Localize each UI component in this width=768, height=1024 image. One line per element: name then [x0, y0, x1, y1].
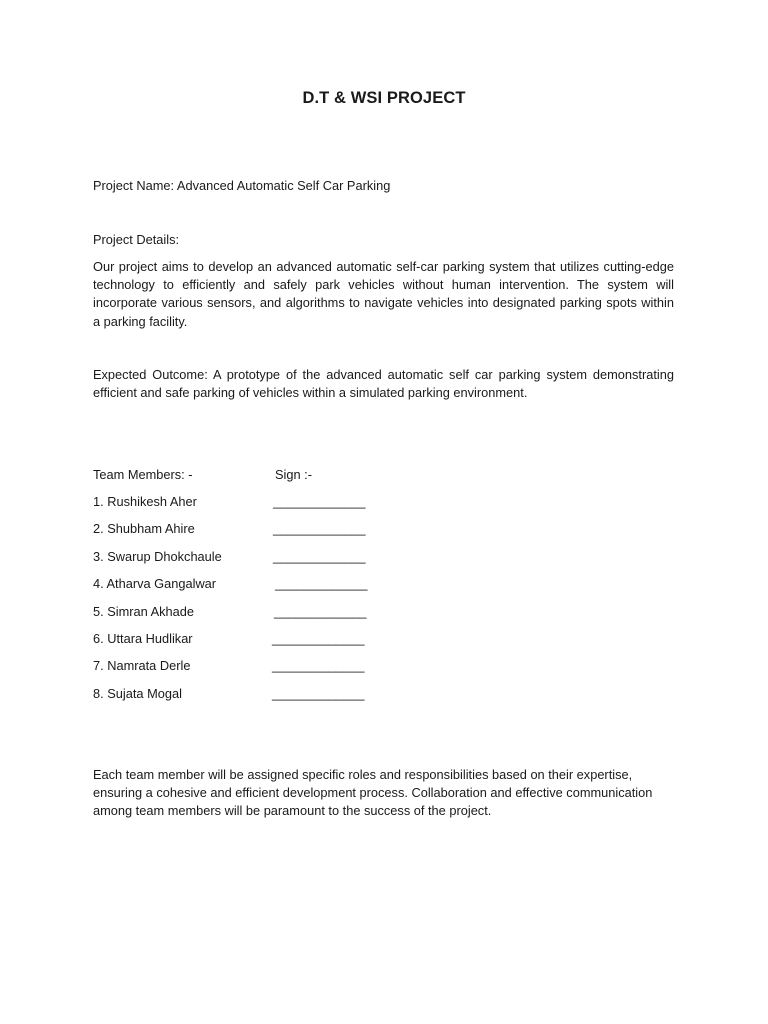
member-name: 1. Rushikesh Aher [93, 494, 197, 509]
signature-line: _____________ [272, 631, 365, 646]
signature-line: _____________ [274, 604, 367, 619]
member-name: 5. Simran Akhade [93, 604, 195, 619]
member-name: 7. Namrata Derle [93, 658, 191, 673]
signature-line: _____________ [275, 576, 368, 591]
member-name: 8. Sujata Mogal [93, 686, 182, 701]
member-name: 4. Atharva Gangalwar [93, 576, 217, 591]
signature-line: _____________ [272, 686, 365, 701]
signature-line: _____________ [273, 549, 366, 564]
team-members-heading: Team Members: - [93, 467, 193, 482]
member-name: 2. Shubham Ahire [93, 521, 195, 536]
member-name: 3. Swarup Dhokchaule [93, 549, 222, 564]
signature-line: _____________ [273, 494, 366, 509]
signature-line: _____________ [272, 658, 365, 673]
signature-line: _____________ [273, 521, 366, 536]
project-details-body: Our project aims to develop an advanced automatic self-car parking system that utilizes cutting-edge technology to efficiently and safely park vehicles without human intervention. The system will incorporate various sensors, and algorithms to navigate vehicles into designated parking spots within a parking facility. [93, 259, 674, 329]
project-name: Project Name: Advanced Automatic Self Car Parking [93, 178, 391, 193]
sign-heading: Sign :- [275, 467, 312, 482]
document-title: D.T & WSI PROJECT [302, 89, 466, 107]
member-name: 6. Uttara Hudlikar [93, 631, 193, 646]
expected-outcome: Expected Outcome: A prototype of the advanced automatic self car parking system demonstrating efficient and safe parking of vehicles within a simulated parking environment. [93, 367, 674, 401]
closing-paragraph: Each team member will be assigned specific roles and responsibilities based on their expertise, ensuring a cohesive and efficient development process. Collaboration and effective communication among team members will be paramount to the success of the project. [93, 767, 653, 819]
project-details-heading: Project Details: [93, 232, 180, 247]
